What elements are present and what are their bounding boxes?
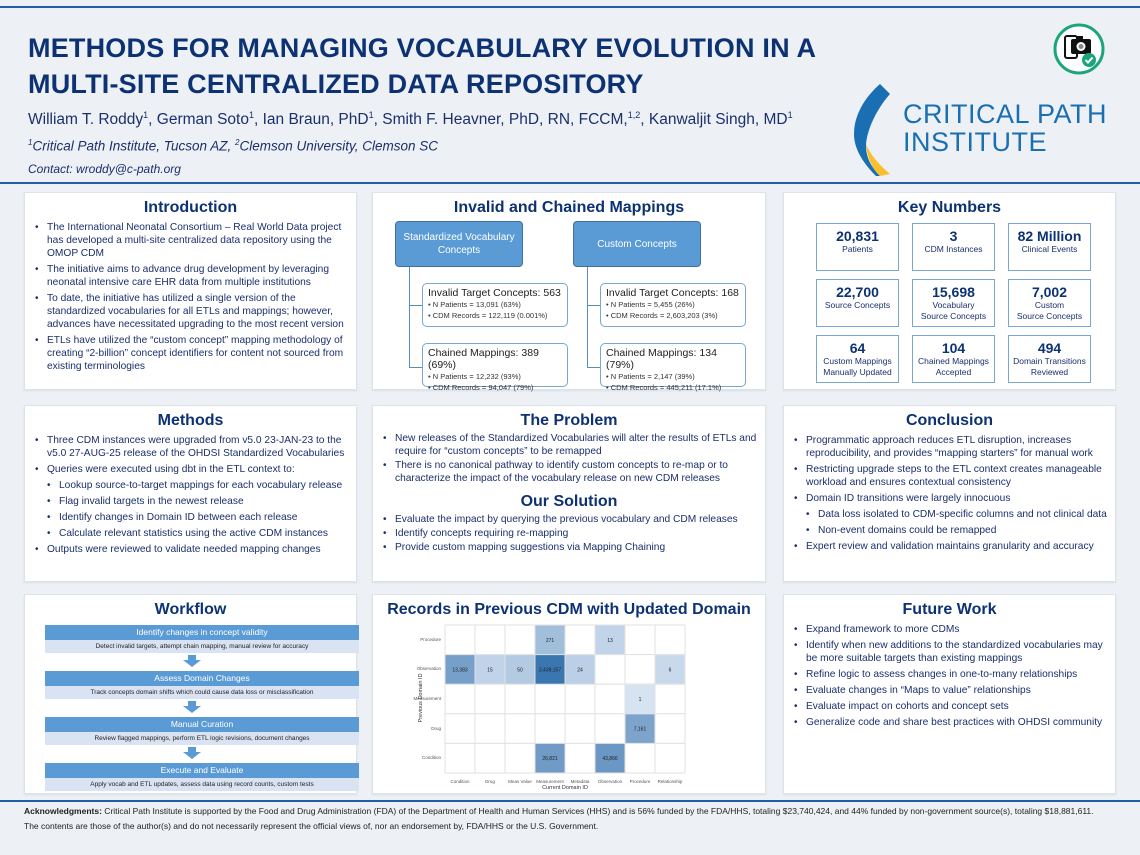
heatmap-grid-cell: [535, 714, 565, 744]
heatmap-grid-cell: [445, 625, 475, 655]
ack-text: Critical Path Institute is supported by the Food and Drug Administration (FDA) of the Department of Health and Human Services (HHS) and is 56% funded by the FDA/HHS, totaling $23,740,424, and 44% funded by non-government source(s), totaling $18,881,611.: [101, 806, 1094, 816]
logo-text: [903, 100, 1107, 156]
x-tick-label: Procedure: [629, 779, 651, 784]
down-arrow-icon: [183, 655, 201, 667]
author-sup: 1: [787, 110, 793, 120]
author-sup: 1: [248, 110, 254, 120]
x-tick-label: Condition: [450, 779, 470, 784]
heatmap-grid-cell: [625, 743, 655, 773]
x-tick-label: Metadata: [570, 779, 590, 784]
box-item: • CDM Records = 122,119 (0.001%): [428, 311, 548, 320]
logo-line-1: CRITICAL PATH: [903, 99, 1108, 129]
mappings-panel: [372, 192, 766, 390]
solution-title: Our Solution: [520, 493, 618, 510]
key-number-label: Patients: [842, 244, 873, 254]
box-item: • N Patients = 13,091 (63%): [428, 300, 521, 309]
x-tick-label: Relationship: [657, 779, 683, 784]
box-title: Chained Mappings: 389 (69%): [428, 347, 539, 371]
methods-panel: [24, 405, 357, 582]
key-number-label: Source Concepts: [1016, 311, 1083, 321]
key-number-value: 22,700: [836, 284, 879, 300]
heatmap-grid-cell: [595, 655, 625, 685]
heatmap-cell-label: 43,866: [602, 756, 618, 763]
heatmap-grid-cell: [565, 625, 595, 655]
heatmap-cell-label: 50: [517, 667, 523, 674]
x-axis-label: Current Domain ID: [542, 785, 588, 791]
methods-title: Methods: [157, 412, 224, 429]
key-number-card: [816, 223, 899, 271]
key-number-card: [912, 279, 995, 327]
sub-list-item: • Identify changes in Domain ID between each release: [47, 511, 348, 524]
key-number-value: 82 Million: [1017, 228, 1082, 244]
conclusion-list: [784, 434, 1115, 553]
header-rule: [0, 182, 1140, 184]
key-number-label: Reviewed: [1030, 367, 1069, 377]
key-number-value: 7,002: [1031, 284, 1068, 300]
mappings-title: Invalid and Chained Mappings: [453, 199, 685, 216]
heatmap-grid-cell: [505, 625, 535, 655]
connector: [409, 367, 423, 368]
key-number-value: 494: [1037, 340, 1062, 356]
heatmap-grid-cell: [475, 684, 505, 714]
key-number-label: Manually Updated: [823, 367, 892, 377]
list-item: • Evaluate changes in “Maps to value” relationships: [794, 684, 1107, 697]
box-item: • CDM Records = 445,211 (17.1%): [606, 383, 722, 392]
workflow-step-description: Detect invalid targets, attempt chain mapping, manual review for accuracy: [45, 640, 359, 653]
list-item: • Refine logic to assess changes in one-to-many relationships: [794, 668, 1107, 681]
introduction-title: Introduction: [143, 199, 238, 216]
left-invalid-box: [422, 283, 568, 327]
box-item: • N Patients = 2,147 (39%): [606, 372, 695, 381]
heatmap-grid-cell: [595, 714, 625, 744]
key-number-label: Source Concepts: [920, 311, 987, 321]
list-item: • ETLs have utilized the “custom concept” mapping methodology of creating “2-billion” concept identifiers for content not sourced from existing terminologies: [35, 334, 348, 373]
problem-title: The Problem: [520, 412, 618, 429]
list-item: • Outputs were reviewed to validate needed mapping changes: [35, 543, 348, 556]
heatmap-grid-cell: [565, 743, 595, 773]
heatmap-grid-cell: [625, 625, 655, 655]
workflow-title: Workflow: [154, 601, 227, 618]
logo-line-2: INSTITUTE: [903, 127, 1047, 157]
key-number-label: Custom: [1034, 300, 1065, 310]
workflow-step-description: Apply vocab and ETL updates, assess data using record counts, custom tests: [45, 778, 359, 791]
list-item: • The International Neonatal Consortium – Real World Data project has developed a multi-site centralized data repository using the OMOP CDM: [35, 221, 348, 260]
workflow-step-title: Execute and Evaluate: [45, 763, 359, 778]
list-item: • Expert review and validation maintains granularity and accuracy: [794, 540, 1107, 553]
x-tick-label: Measurement: [536, 779, 564, 784]
key-number-label: Chained Mappings: [918, 356, 989, 366]
future-work-panel: [783, 594, 1116, 794]
key-number-card: [912, 223, 995, 271]
heatmap-grid-cell: [475, 714, 505, 744]
heatmap-grid-cell: [655, 743, 685, 773]
key-number-value: 20,831: [836, 228, 879, 244]
list-item: • Identify concepts requiring re-mapping: [383, 527, 757, 540]
sub-list-item: • Non-event domains could be remapped: [806, 524, 1107, 537]
photo-permitted-badge-icon: [1052, 22, 1106, 76]
list-item: • Queries were executed using dbt in the ETL context to:: [35, 463, 348, 476]
sub-list-item: • Calculate relevant statistics using the active CDM instances: [47, 527, 348, 540]
introduction-panel: [24, 192, 357, 390]
key-number-value: 64: [849, 340, 866, 356]
heatmap-panel: [372, 594, 766, 794]
author-sup: 1: [368, 110, 374, 120]
affiliation-2: Clemson University, Clemson SC: [239, 138, 439, 154]
footer-rule: [0, 800, 1140, 802]
heatmap-grid-cell: [565, 684, 595, 714]
heatmap-grid-cell: [505, 684, 535, 714]
key-number-label: CDM Instances: [924, 244, 983, 254]
heatmap-cell-label: 6: [668, 667, 672, 674]
future-work-list: [784, 623, 1115, 729]
custom-concepts-box: Custom Concepts: [573, 221, 701, 267]
workflow-step-title: Assess Domain Changes: [45, 671, 359, 686]
connector: [587, 367, 601, 368]
workflow-step-title: Manual Curation: [45, 717, 359, 732]
author: William T. Roddy: [28, 111, 144, 129]
y-tick-label: Condition: [421, 755, 441, 761]
heatmap-grid-cell: [565, 714, 595, 744]
key-numbers-title: Key Numbers: [897, 199, 1002, 216]
box-item: • N Patients = 5,455 (26%): [606, 300, 695, 309]
heatmap-cell-label: 13,383: [452, 667, 468, 674]
heatmap-grid-cell: [655, 625, 685, 655]
key-number-card: [1008, 223, 1091, 271]
problem-list: [373, 432, 765, 485]
list-item: • New releases of the Standardized Vocabularies will alter the results of ETLs and require for “custom concepts” to be remapped: [383, 432, 757, 458]
heatmap-cell-label: 15: [487, 667, 493, 674]
list-item: • Evaluate impact on cohorts and concept sets: [794, 700, 1107, 713]
box-title: Chained Mappings: 134 (79%): [606, 347, 717, 371]
connector: [587, 305, 601, 306]
heatmap-grid-cell: [445, 714, 475, 744]
y-tick-label: Measurement: [413, 696, 441, 701]
key-number-value: 3: [949, 228, 958, 244]
heatmap-cell-label: 13: [607, 637, 613, 644]
list-item: • To date, the initiative has utilized a single version of the standardized vocabularies for all ETLs and mappings; however, advances have necessitated upgrading to the most recent version: [35, 292, 348, 331]
author: Kanwaljit Singh, MD: [648, 111, 788, 129]
affil-sup: 1: [28, 138, 33, 147]
affiliation-1: Critical Path Institute, Tucson AZ,: [32, 138, 236, 154]
heatmap-grid-cell: [655, 684, 685, 714]
list-item: • The initiative aims to advance drug development by leveraging neonatal intensive care EHR data from multiple institutions: [35, 263, 348, 289]
heatmap-grid-cell: [535, 684, 565, 714]
y-axis-label: Previous Domain ID: [418, 673, 424, 723]
list-item: • There is no canonical pathway to identify custom concepts to re-map or to characterize the impact of the vocabulary release on new CDM releases: [383, 459, 757, 485]
key-number-card: [816, 335, 899, 383]
heatmap-grid-cell: [505, 714, 535, 744]
chart-title: Records in Previous CDM with Updated Domain: [387, 601, 751, 618]
conclusion-title: Conclusion: [905, 412, 994, 429]
y-tick-label: Observation: [416, 666, 441, 672]
box-title: Invalid Target Concepts: 563: [428, 287, 561, 299]
down-arrow-icon: [183, 747, 201, 759]
box-item: • CDM Records = 94,047 (79%): [428, 383, 534, 392]
right-invalid-box: [600, 283, 746, 327]
heatmap-grid-cell: [505, 743, 535, 773]
author-sup: 1,2: [627, 110, 641, 120]
title-line-1: METHODS FOR MANAGING VOCABULARY EVOLUTION IN A: [28, 33, 817, 63]
poster-title: [28, 30, 816, 102]
box-item: • CDM Records = 2,603,203 (3%): [606, 311, 718, 320]
heatmap-grid-cell: [595, 684, 625, 714]
heatmap-grid-cell: [655, 714, 685, 744]
left-chained-box: [422, 343, 568, 392]
affil-sup: 2: [235, 138, 240, 147]
list-item: • Generalize code and share best practices with OHDSI community: [794, 716, 1107, 729]
heatmap-grid-cell: [445, 684, 475, 714]
sub-list-item: • Lookup source-to-target mappings for each vocabulary release: [47, 479, 348, 492]
list-item: • Evaluate the impact by querying the previous vocabulary and CDM releases: [383, 513, 757, 526]
key-number-card: [816, 279, 899, 327]
x-tick-label: Observation: [597, 779, 623, 784]
list-item: • Identify when new additions to the standardized vocabularies may be more suitable targets than existing mappings: [794, 639, 1107, 665]
heatmap-grid-cell: [475, 743, 505, 773]
x-tick-label: Drug: [485, 779, 495, 784]
connector: [587, 267, 588, 367]
heatmap-cell-label: 7,161: [633, 726, 647, 733]
heatmap-cell-label: 1: [638, 697, 642, 703]
author: Ian Braun, PhD: [262, 111, 369, 129]
heatmap-cell-label: 26,821: [542, 756, 558, 763]
key-number-label: Source Concepts: [824, 300, 891, 310]
heatmap-cell-label: 24: [577, 667, 583, 674]
workflow-step-title: Identify changes in concept validity: [45, 625, 359, 640]
ack-label: Acknowledgments:: [24, 806, 102, 816]
disclaimer: The contents are those of the author(s) and do not necessarily represent the official views of, nor an endorsement by, FDA/HHS or the U.S. Government.: [24, 821, 599, 831]
heatmap-grid-cell: [475, 625, 505, 655]
y-tick-label: Drug: [431, 725, 441, 731]
key-number-label: Custom Mappings: [823, 356, 892, 366]
conclusion-panel: [783, 405, 1116, 582]
contact-email[interactable]: Contact: wroddy@c-path.org: [28, 162, 181, 176]
future-work-title: Future Work: [902, 601, 997, 618]
affiliations: [28, 138, 438, 154]
solution-list: [373, 513, 765, 554]
heatmap-cell-label: 3,439,157: [538, 667, 562, 674]
key-number-label: Clinical Events: [1021, 244, 1078, 254]
sub-list-item: • Flag invalid targets in the newest release: [47, 495, 348, 508]
heatmap-grid-cell: [445, 743, 475, 773]
top-rule: [0, 6, 1140, 8]
introduction-list: [25, 221, 356, 373]
list-item: • Programmatic approach reduces ETL disruption, increases reproducibility, and provides “mapping starters” for manual work: [794, 434, 1107, 460]
standardized-concepts-box: Standardized Vocabulary Concepts: [395, 221, 523, 267]
sub-list-item: • Data loss isolated to CDM-specific columns and not clinical data: [806, 508, 1107, 521]
list-item: • Three CDM instances were upgraded from v5.0 23-JAN-23 to the v5.0 27-AUG-25 release of the OHDSI Standardized Vocabularies: [35, 434, 348, 460]
x-tick-label: Meas Value: [508, 779, 532, 784]
key-number-card: [912, 335, 995, 383]
key-number-label: Domain Transitions: [1013, 356, 1086, 366]
key-number-label: Vocabulary: [932, 300, 975, 310]
problem-panel: [372, 405, 766, 582]
title-line-2: MULTI-SITE CENTRALIZED DATA REPOSITORY: [28, 69, 644, 99]
box-item: • N Patients = 12,232 (93%): [428, 372, 521, 381]
methods-list: [25, 434, 356, 556]
key-numbers-panel: [783, 192, 1116, 390]
list-item: • Expand framework to more CDMs: [794, 623, 1107, 636]
y-tick-label: Procedure: [420, 636, 441, 642]
list-item: • Provide custom mapping suggestions via Mapping Chaining: [383, 541, 757, 554]
heatmap-svg: [373, 595, 767, 795]
key-number-value: 15,698: [932, 284, 975, 300]
connector: [409, 267, 410, 367]
logo-mark-icon: [850, 82, 894, 178]
acknowledgments: [24, 806, 1094, 816]
heatmap-chart: [373, 595, 767, 795]
authors: William T. Roddy$^1$, German Soto$^1$, Ian Braun, PhD$^1$, Smith F. Heavner, PhD, RN, FCCM,$^{1,2}$, Kanwaljit Singh, $MD^1$: [28, 110, 793, 129]
list-item: • Restricting upgrade steps to the ETL context creates manageable workload and ensures contextual consistency: [794, 463, 1107, 489]
key-number-label: Accepted: [935, 367, 972, 377]
key-number-card: [1008, 279, 1091, 327]
workflow-panel: [24, 594, 357, 794]
heatmap-grid-cell: [625, 655, 655, 685]
right-chained-box: [600, 343, 746, 392]
box-title: Invalid Target Concepts: 168: [606, 287, 739, 299]
author-sup: 1: [143, 110, 149, 120]
workflow-step-description: Track concepts domain shifts which could cause data loss or misclassification: [45, 686, 359, 699]
heatmap-cell-label: 271: [545, 637, 555, 644]
down-arrow-icon: [183, 701, 201, 713]
workflow-step-description: Review flagged mappings, perform ETL logic revisions, document changes: [45, 732, 359, 745]
author: Smith F. Heavner, PhD, RN, FCCM,: [382, 111, 628, 129]
connector: [409, 305, 423, 306]
author: German Soto: [156, 111, 249, 129]
list-item: • Domain ID transitions were largely innocuous: [794, 492, 1107, 505]
key-number-value: 104: [941, 340, 966, 356]
key-number-card: [1008, 335, 1091, 383]
critical-path-logo: [850, 82, 1120, 178]
